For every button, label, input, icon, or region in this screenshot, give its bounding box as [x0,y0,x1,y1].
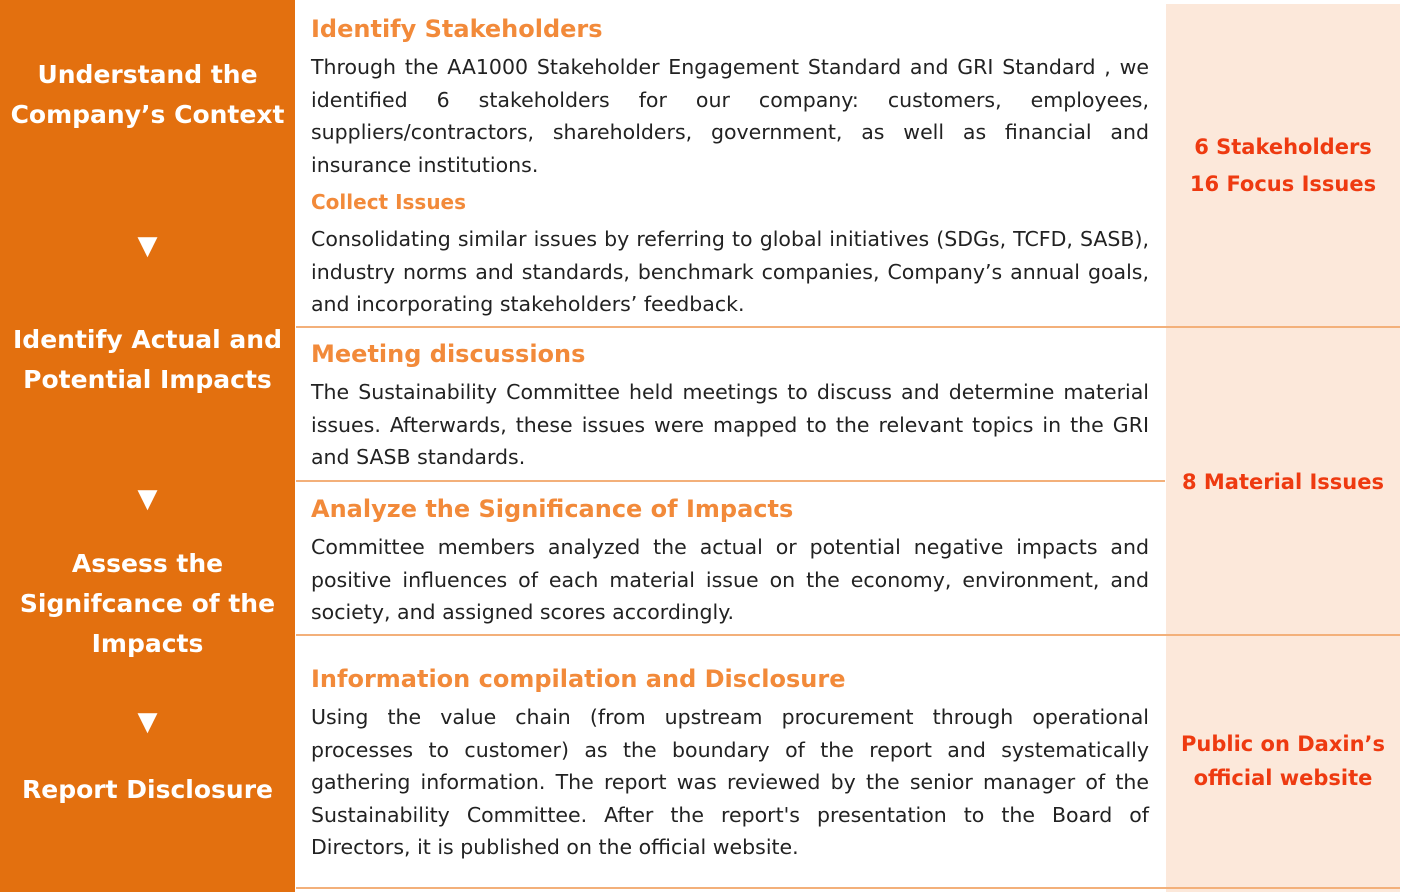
down-arrow-icon: ▼ [137,484,158,514]
divider [296,480,1165,482]
section-body: The Sustainability Committee held meetings to discuss and determine material issues. Afterwards, these issues were mapped to the relevant topics in the GRI and SASB standards. [311,380,1149,470]
section-heading: Meeting discussions [311,340,586,368]
step-identify-impacts: Identify Actual and Potential Impacts [13,325,282,394]
result-stakeholders: 6 Stakeholders [1194,135,1372,159]
section-body: Through the AA1000 Stakeholder Engagement Standard and GRI Standard , we identified 6 stakeholders for our company: customers, employees, suppliers/contractors, shareholders, government, as well as financial and insurance institutions. [311,55,1149,177]
step-understand-context: Understand the Company’s Context [10,60,285,129]
section-identify-stakeholders [311,13,1149,181]
step-assess-significance: Assess the Signifcance of the Impacts [19,549,276,658]
down-arrow-icon: ▼ [137,707,158,737]
section-body: Consolidating similar issues by referring to global initiatives (SDGs, TCFD, SASB), industry norms and standards, benchmark companies, Company’s annual goals, and incorporating stakeholders’ feedback. [311,227,1149,317]
divider [296,887,1400,889]
section-analyze-significance [311,493,1149,629]
section-heading: Information compilation and Disclosure [311,665,846,693]
section-information-compilation [311,663,1149,864]
section-collect-issues [311,188,1149,321]
result-material-issues: 8 Material Issues [1181,470,1384,494]
section-meeting-discussions [311,338,1149,474]
down-arrow-icon: ▼ [137,231,158,261]
process-steps-column [0,0,295,892]
section-heading: Identify Stakeholders [311,15,603,43]
section-body: Committee members analyzed the actual or potential negative impacts and positive influences of each material issue on the economy, environment, and society, and assigned scores accordingly. [311,535,1149,625]
divider [296,326,1400,328]
divider [296,634,1400,636]
step-report-disclosure: Report Disclosure [22,775,273,804]
section-body: Using the value chain (from upstream procurement through operational processes to customer) as the boundary of the report and systematically gathering information. The report was reviewed by the senior manager of the Sustainability Committee. After the report's presentation to the Board of Directors, it is published on the official website. [311,705,1149,860]
section-heading: Analyze the Significance of Impacts [311,495,794,523]
result-focus-issues: 16 Focus Issues [1189,172,1377,196]
result-public-line1: Public on Daxin’s [1181,732,1385,756]
section-subheading: Collect Issues [311,190,467,214]
result-public-line2: official website [1193,766,1373,790]
